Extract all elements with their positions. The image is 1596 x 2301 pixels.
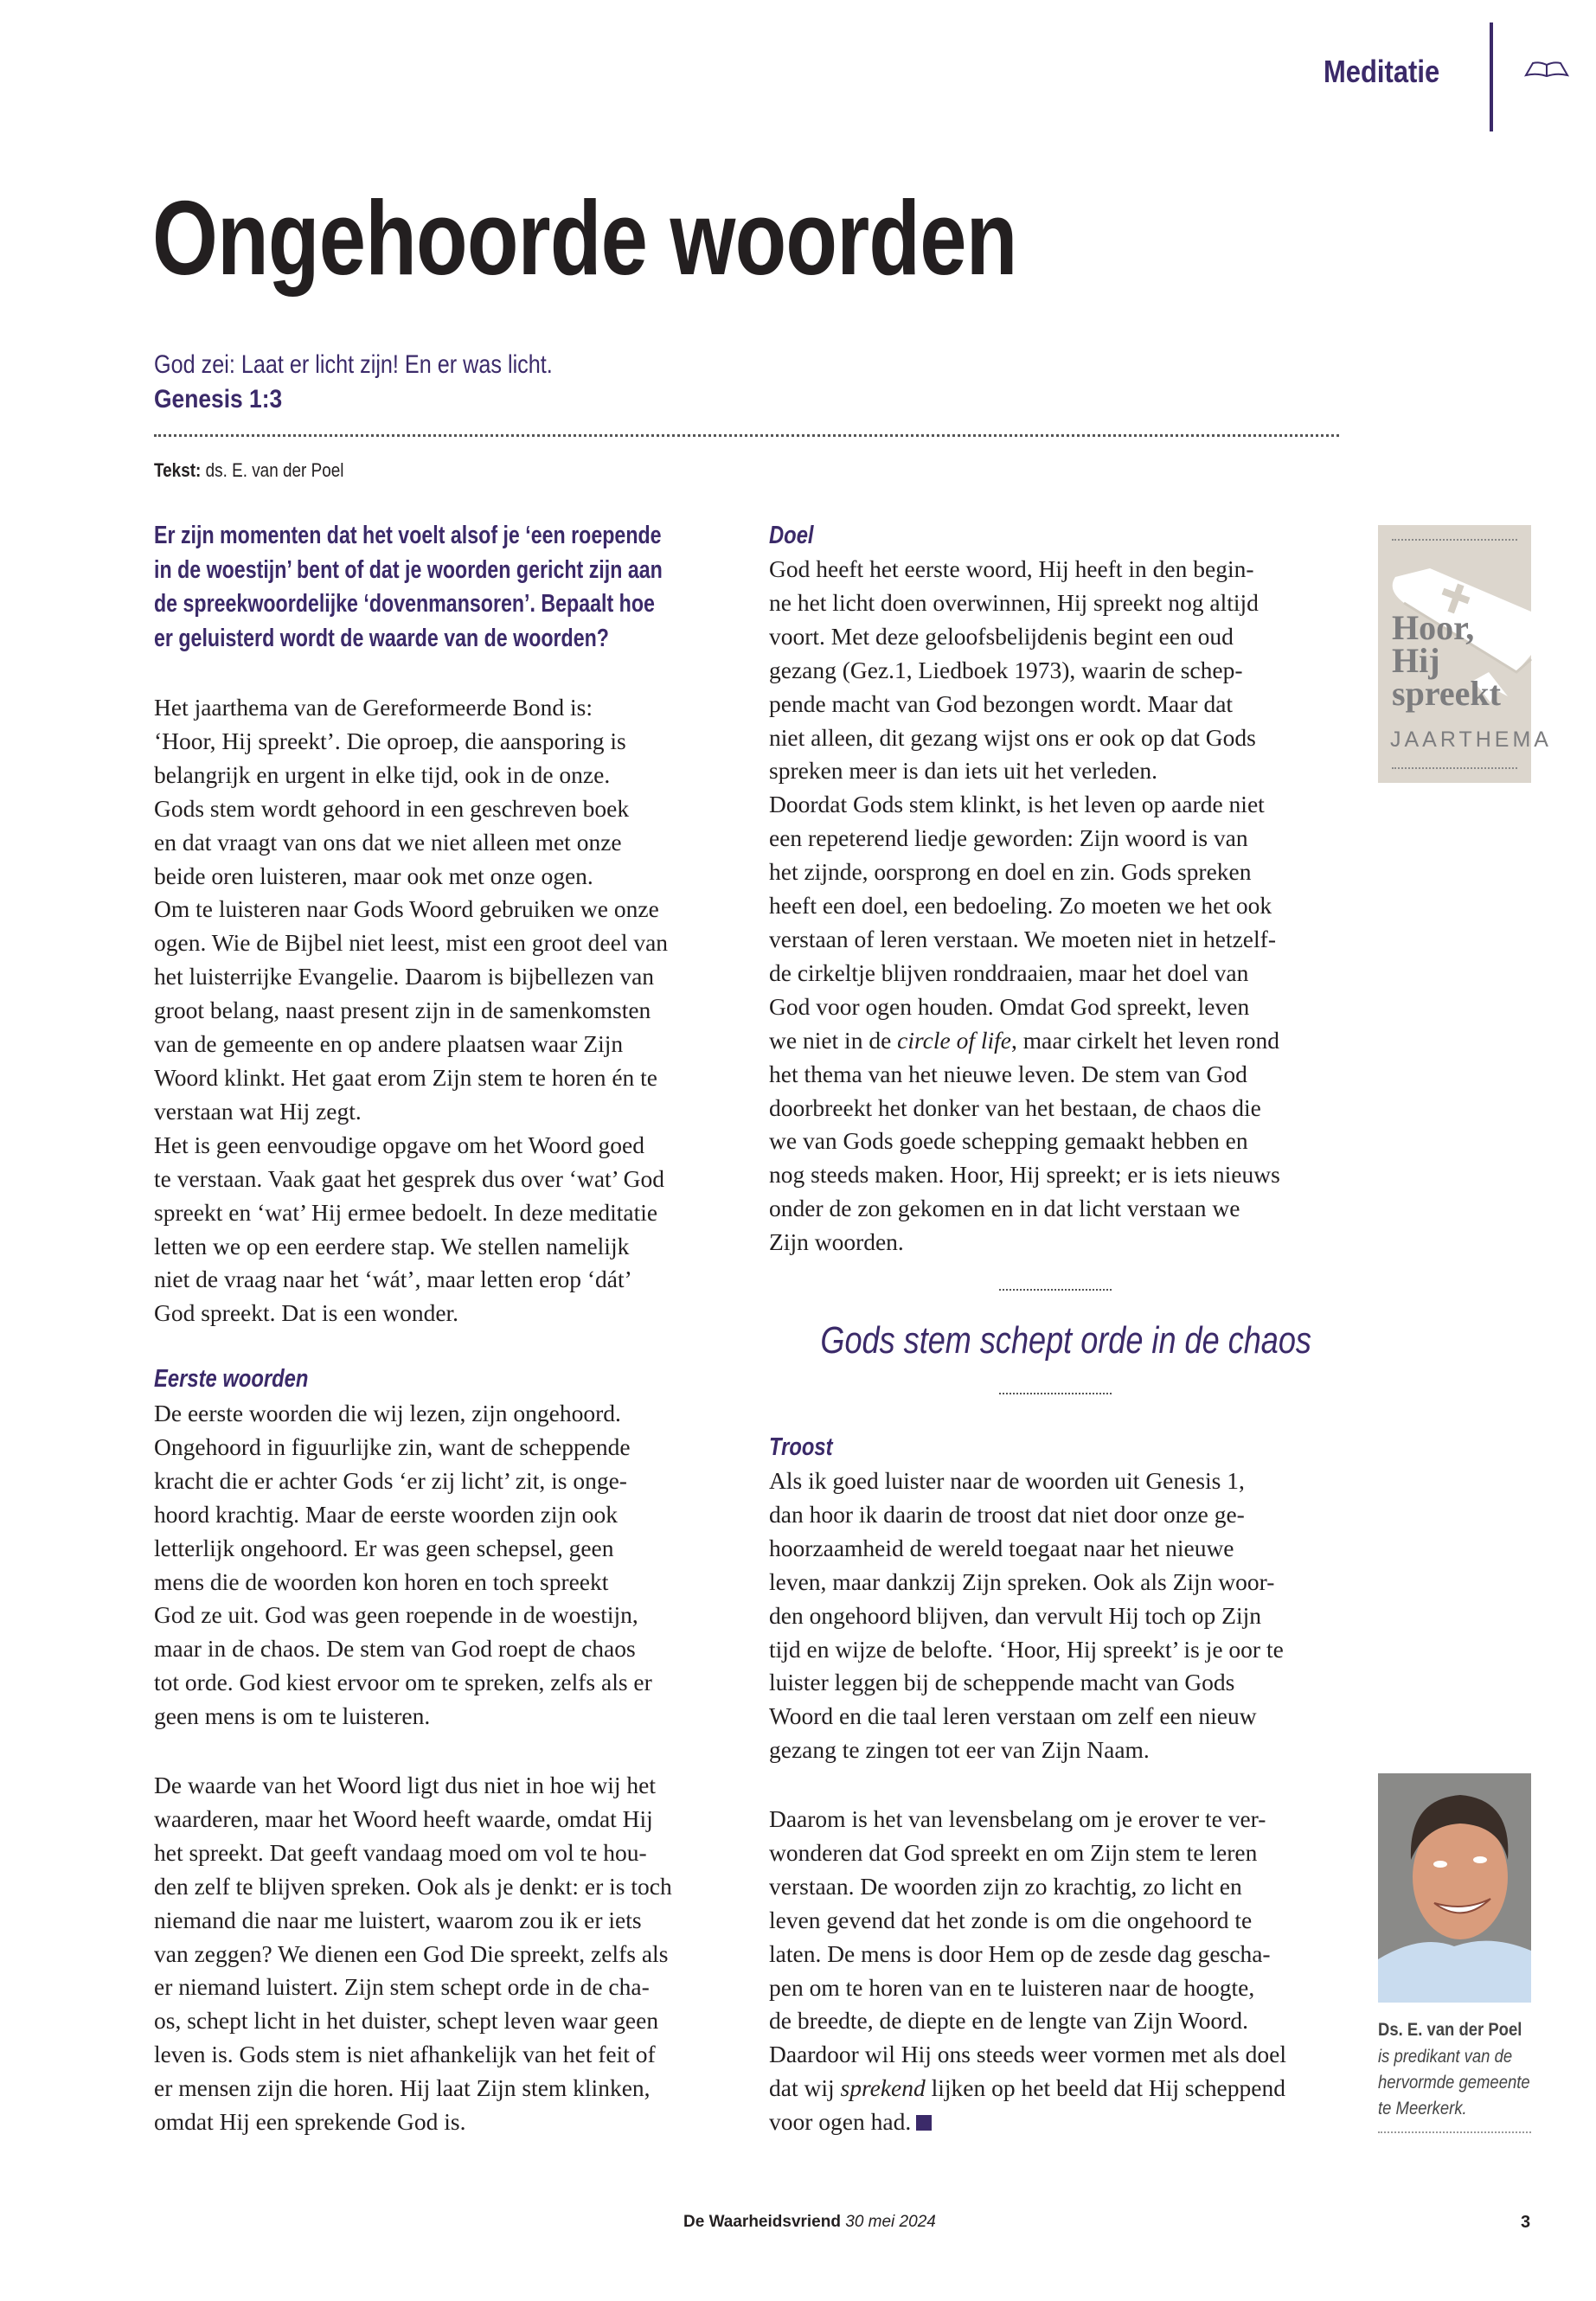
subheading: Doel [769, 522, 814, 549]
paragraph [769, 1465, 1284, 1767]
text-line: er niemand luistert. Zijn stem schept orde in de cha- [154, 1973, 650, 2001]
text-line: den zelf te blijven spreken. Ook als je denkt: er is toch [154, 1872, 672, 1900]
article-title: Ongehoorde woorden [152, 179, 1017, 297]
theme-title-line: Hoor, [1392, 608, 1475, 647]
text-line [769, 2072, 1286, 2106]
text-line: Woord en die taal leren verstaan om zelf een nieuw [769, 1702, 1257, 1730]
text-line: de breedte, de diepte en de lengte van Zijn Woord. [769, 2007, 1248, 2035]
text-line: waarderen, maar het Woord heeft waarde, omdat Hij [154, 1804, 653, 1832]
text-line: het spreekt. Dat geeft vandaag moed om vol te hou- [154, 1838, 647, 1866]
text-line: wonderen dat God spreekt en om Zijn stem te leren [769, 1838, 1258, 1866]
badge-divider-top [1392, 539, 1517, 541]
text-line: en dat vraagt van ons dat we niet alleen met onze [154, 828, 622, 856]
text-line: leven, maar dankzij Zijn spreken. Ook als Zijn woor- [769, 1567, 1275, 1595]
text-line: verstaan wat Hij zegt. [154, 1097, 362, 1125]
theme-label: JAARTHEMA [1390, 727, 1552, 752]
text-line: tot orde. God kiest ervoor om te spreken, zelfs als er [154, 1669, 652, 1696]
publication-name: De Waarheidsvriend [683, 2213, 841, 2231]
text-line: kracht die er achter Gods ‘er zij licht’ zit, is onge- [154, 1466, 627, 1494]
text-line: onder de zon gekomen en in dat licht verstaan we [769, 1195, 1240, 1222]
author-photo [1378, 1773, 1531, 2003]
lede [154, 519, 790, 656]
text-segment: we niet in de [769, 1026, 898, 1054]
text-line: niet de vraag naar het ‘wát’, maar letten erop ‘dát’ [154, 1266, 632, 1293]
text-line: het thema van het nieuwe leven. De stem van God [769, 1060, 1247, 1087]
text-line: groot belang, naast present zijn in de samenkomsten [154, 997, 651, 1024]
text-line: niet alleen, dit gezang wijst ons er ook op dat Gods [769, 723, 1256, 751]
text-line: maar in de chaos. De stem van God roept de chaos [154, 1635, 636, 1663]
text-line: te verstaan. Vaak gaat het gesprek dus over ‘wat’ God [154, 1164, 665, 1192]
header-divider [1490, 22, 1493, 131]
text-line: laten. De mens is door Hem op de zesde dag gescha- [769, 1939, 1271, 1967]
text-line: van de gemeente en op andere plaatsen waar Zijn [154, 1030, 624, 1058]
paragraph [154, 691, 668, 1330]
text-line: De waarde van het Woord ligt dus niet in hoe wij het [154, 1772, 656, 1798]
text-line: leven gevend dat het zonde is om die ongehoord te [769, 1906, 1253, 1933]
text-line: pen om te horen van en te luisteren naar de hoogte, [769, 1973, 1255, 2001]
text-line: er geluisterd wordt de waarde van de woorden? [154, 624, 609, 652]
text-line [769, 2106, 1286, 2139]
section-label: Meditatie [1324, 54, 1440, 89]
credit-name: ds. E. van der Poel [205, 459, 344, 481]
footer [683, 2213, 936, 2232]
theme-title-line: Hij [1392, 641, 1440, 680]
quote-divider-top [999, 1289, 1112, 1291]
text-line: God voor ogen houden. Omdat God spreekt, leven [769, 992, 1250, 1020]
text-line: nog steeds maken. Hoor, Hij spreekt; er is iets nieuws [769, 1161, 1280, 1189]
text-line: God heeft het eerste woord, Hij heeft in den begin- [769, 555, 1254, 582]
text-line: hoorzaamheid de wereld toegaat naar het nieuwe [769, 1534, 1234, 1561]
text-line: de spreekwoordelijke ‘dovenmansoren’. Bepaalt hoe [154, 590, 655, 618]
author-credit [154, 459, 343, 482]
text-line: luister leggen bij de scheppende macht van Gods [769, 1669, 1235, 1696]
credit-label: Tekst: [154, 459, 202, 481]
text-line: Het jaarthema van de Gereformeerde Bond is: [154, 694, 593, 721]
text-line: den ongehoord blijven, dan vervult Hij toch op Zijn [769, 1601, 1261, 1629]
text-line: os, schept licht in het duister, schept leven waar geen [154, 2007, 659, 2035]
text-line: de cirkeltje blijven ronddraaien, maar het doel van [769, 958, 1249, 986]
text-line: het luisterrijke Evangelie. Daarom is bijbellezen van [154, 963, 655, 990]
text-line: mens die de woorden kon horen en toch spreekt [154, 1567, 609, 1595]
text-line: we van Gods goede schepping gemaakt hebben en [769, 1127, 1248, 1155]
text-line: God spreekt. Dat is een wonder. [154, 1299, 459, 1327]
text-line: De eerste woorden die wij lezen, zijn ongehoord. [154, 1400, 621, 1426]
caption-divider [1378, 2131, 1531, 2133]
author-bio-line: hervormde gemeente [1378, 2073, 1530, 2093]
text-segment: , maar cirkelt het leven rond [1011, 1026, 1280, 1054]
text-line: dan hoor ik daarin de troost dat niet door onze ge- [769, 1500, 1245, 1528]
subheading: Eerste woorden [154, 1365, 309, 1393]
jaarthema-badge [1378, 525, 1552, 783]
verse-quote: God zei: Laat er licht zijn! En er was licht. [154, 350, 553, 379]
quote-divider-bottom [999, 1393, 1112, 1394]
paragraph [769, 553, 1280, 1259]
text-line [769, 1024, 1280, 1058]
text-line: Daarom is het van levensbelang om je erover te ver- [769, 1805, 1266, 1832]
text-line: spreken meer is dan iets uit het verleden. [769, 757, 1158, 785]
text-line: Er zijn momenten dat het voelt alsof je ‘een roepende [154, 522, 662, 549]
text-line: een repeterend liedje geworden: Zijn woord is van [769, 824, 1248, 852]
text-line: Woord klinkt. Het gaat erom Zijn stem te horen én te [154, 1063, 657, 1091]
text-line: tijd en wijze de belofte. ‘Hoor, Hij spreekt’ is je oor te [769, 1635, 1284, 1663]
end-mark-icon [916, 2115, 932, 2131]
italic-text: circle of life [897, 1026, 1012, 1054]
verse-reference: Genesis 1:3 [154, 385, 283, 413]
text-line: God ze uit. God was geen roepende in de woestijn, [154, 1601, 638, 1629]
text-line: van zeggen? We dienen een God Die spreekt, zelfs als [154, 1939, 669, 1967]
text-line: ‘Hoor, Hij spreekt’. Die oproep, die aansporing is [154, 727, 626, 754]
page-number: 3 [1521, 2213, 1531, 2232]
author-name: Ds. E. van der Poel [1378, 2020, 1522, 2040]
text-line: Als ik goed luister naar de woorden uit Genesis 1, [769, 1467, 1245, 1494]
text-line: letten we op een eerdere stap. We stellen namelijk [154, 1232, 630, 1259]
open-book-icon [1524, 61, 1569, 82]
issue-date: 30 mei 2024 [845, 2213, 936, 2231]
italic-text: sprekend [840, 2074, 926, 2102]
paragraph [154, 1397, 652, 1734]
author-bio-line: te Meerkerk. [1378, 2099, 1467, 2118]
text-line: doorbreekt het donker van het bestaan, de chaos die [769, 1093, 1261, 1121]
text-line: belangrijk en urgent in elke tijd, ook in de onze. [154, 760, 611, 788]
subheading: Troost [769, 1433, 833, 1461]
text-line: Om te luisteren naar Gods Woord gebruiken we onze [154, 895, 659, 923]
text-line: het zijnde, oorsprong en doel en zin. Gods spreken [769, 858, 1252, 886]
text-line: beide oren luisteren, maar ook met onze ogen. [154, 862, 593, 889]
text-line: Ongehoord in figuurlijke zin, want de scheppende [154, 1433, 631, 1460]
text-line: omdat Hij een sprekende God is. [154, 2108, 466, 2136]
text-line: er mensen zijn die horen. Hij laat Zijn stem klinken, [154, 2074, 651, 2102]
text-line: verstaan. De woorden zijn zo krachtig, zo licht en [769, 1872, 1242, 1900]
paragraph [154, 1769, 672, 2139]
text-line: spreekt en ‘wat’ Hij ermee bedoelt. In deze meditatie [154, 1198, 658, 1226]
text-line: voort. Met deze geloofsbelijdenis begint een oud [769, 622, 1234, 650]
text-line: verstaan of leren verstaan. We moeten niet in hetzelf- [769, 925, 1276, 952]
text-line: in de woestijn’ bent of dat je woorden gericht zijn aan [154, 555, 663, 584]
text-line: Het is geen eenvoudige opgave om het Woord goed [154, 1131, 644, 1158]
text-line: Zijn woorden. [769, 1228, 904, 1256]
text-line: letterlijk ongehoord. Er was geen schepsel, geen [154, 1534, 614, 1561]
dotted-divider [154, 434, 1339, 437]
text-line: gezang te zingen tot eer van Zijn Naam. [769, 1736, 1150, 1764]
text-line: pende macht van God bezongen wordt. Maar dat [769, 689, 1234, 717]
text-line: ogen. Wie de Bijbel niet leest, mist een groot deel van [154, 929, 669, 957]
text-line: hoord krachtig. Maar de eerste woorden zijn ook [154, 1500, 619, 1528]
text-line: heeft een doel, een bedoeling. Zo moeten we het ook [769, 892, 1272, 920]
badge-divider-bottom [1392, 767, 1517, 769]
text-segment: lijken op het beeld dat Hij scheppend [925, 2074, 1285, 2102]
text-line: Doordat Gods stem klinkt, is het leven op aarde niet [769, 791, 1265, 818]
text-line: niemand die naar me luistert, waarom zou ik er iets [154, 1906, 642, 1933]
text-line: ne het licht doen overwinnen, Hij spreekt nog altijd [769, 588, 1259, 616]
text-segment: dat wij [769, 2074, 841, 2102]
text-line: Daardoor wil Hij ons steeds weer vormen met als doel [769, 2041, 1286, 2068]
text-line: leven is. Gods stem is niet afhankelijk van het feit of [154, 2041, 656, 2068]
text-line: gezang (Gez.1, Liedboek 1973), waarin de schep- [769, 656, 1243, 683]
pull-quote: Gods stem schept orde in de chaos [820, 1319, 1311, 1362]
text-line: voor ogen had. [769, 2108, 912, 2136]
text-line: geen mens is om te luisteren. [154, 1702, 431, 1730]
theme-title-line: spreekt [1392, 674, 1501, 713]
paragraph [769, 1803, 1286, 2139]
author-bio-line: is predikant van de [1378, 2047, 1513, 2067]
text-line: Gods stem wordt gehoord in een geschreven boek [154, 794, 630, 822]
